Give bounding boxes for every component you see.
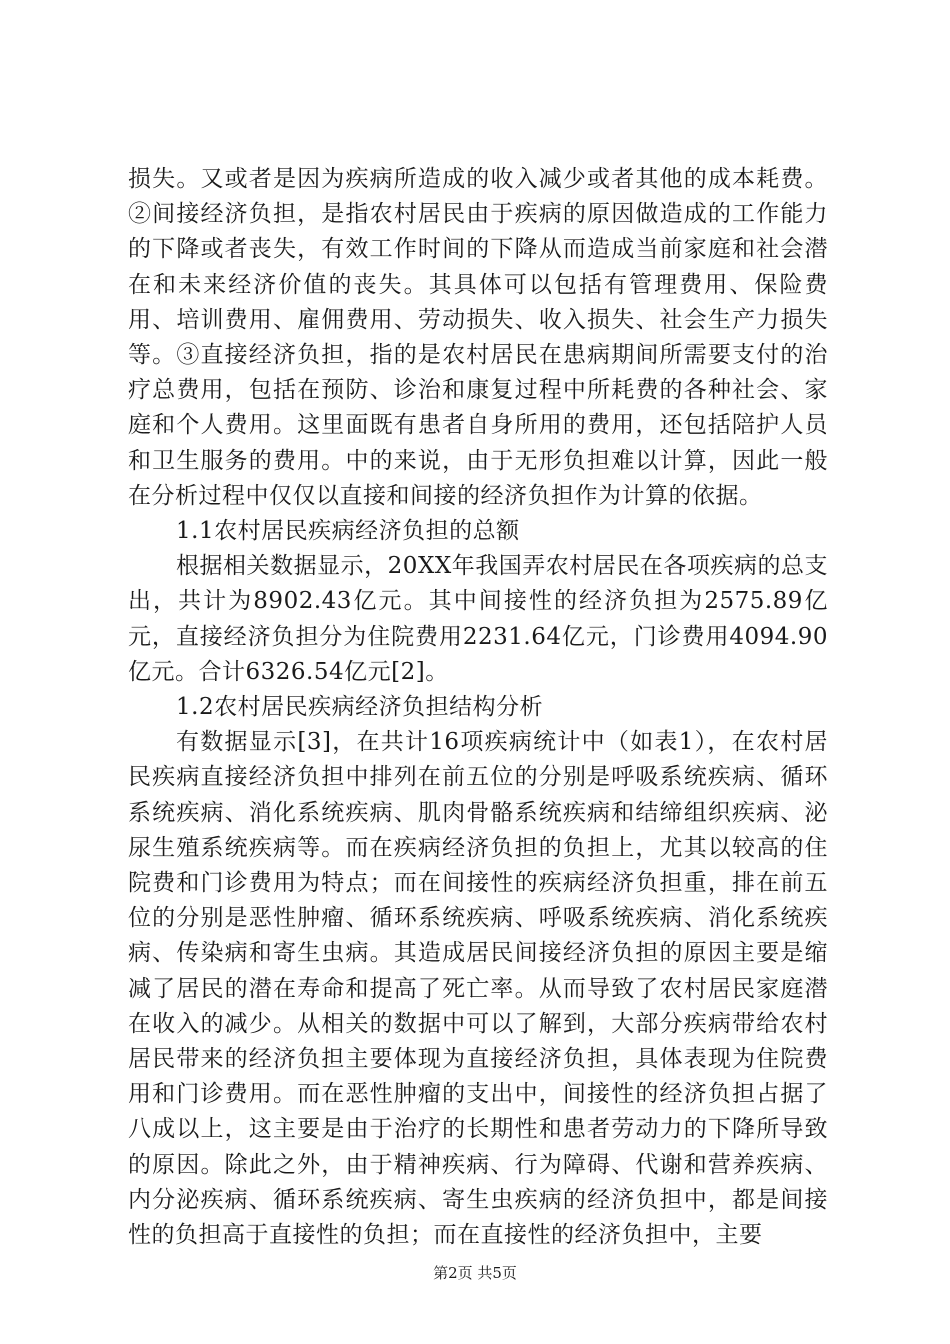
section-heading-1-1: 1.1农村居民疾病经济负担的总额 <box>176 518 520 545</box>
paragraph-burden-structure: 有数据显示[3]，在共计16项疾病统计中（如表1），在农村居民疾病直接经济负担中排列在前五位的分别是呼吸系统疾病、循环系统疾病、消化系统疾病、肌肉骨骼系统疾病和结缔组织疾病、泌尿生殖系统疾病等。而在疾病经济负担的负担上，尤其以较高的住院费和门诊费用为特点；而在间接性的疾病经济负担重，排在前五位的分别是恶性肿瘤、循环系统疾病、呼吸系统疾病、消化系统疾病、传染病和寄生虫病。其造成居民间接经济负担的原因主要是缩减了居民的潜在寿命和提高了死亡率。从而导致了农村居民家庭潜在收入的减少。从相关的数据中可以了解到，大部分疾病带给农村居民带来的经济负担主要体现为直接经济负担，具体表现为住院费用和门诊费用。而在恶性肿瘤的支出中，间接性的经济负担占据了八成以上，这主要是由于治疗的长期性和患者劳动力的下降所导致的原因。除此之外，由于精神疾病、行为障碍、代谢和营养疾病、内分泌疾病、循环系统疾病、寄生虫疾病的经济负担中，都是间接性的负担高于直接性的负担；而在直接性的经济负担中，主要 <box>128 729 828 1249</box>
paragraph-total-burden: 根据相关数据显示，20XX年我国弄农村居民在各项疾病的总支出，共计为8902.43亿元。其中间接性的经济负担为2575.89亿元，直接经济负担分为住院费用2231.64亿元，门诊费用4094.90亿元。合计6326.54亿元[2]。 <box>128 553 828 685</box>
paragraph-economic-burden-definitions: 损失。又或者是因为疾病所造成的收入减少或者其他的成本耗费。②间接经济负担，是指农村居民由于疾病的原因做造成的工作能力的下降或者丧失，有效工作时间的下降从而造成当前家庭和社会潜在和未来经济价值的丧失。其具体可以包括有管理费用、保险费用、培训费用、雇佣费用、劳动损失、收入损失、社会生产力损失等。③直接经济负担，指的是农村居民在患病期间所需要支付的治疗总费用，包括在预防、诊治和康复过程中所耗费的各种社会、家庭和个人费用。这里面既有患者自身所用的费用，还包括陪护人员和卫生服务的费用。中的来说，由于无形负担难以计算，因此一般在分析过程中仅仅以直接和间接的经济负担作为计算的依据。 <box>128 166 828 509</box>
page-number-footer: 第2页 共5页 <box>433 1264 517 1282</box>
section-heading-1-2: 1.2农村居民疾病经济负担结构分析 <box>176 694 544 721</box>
document-body <box>128 162 828 1253</box>
